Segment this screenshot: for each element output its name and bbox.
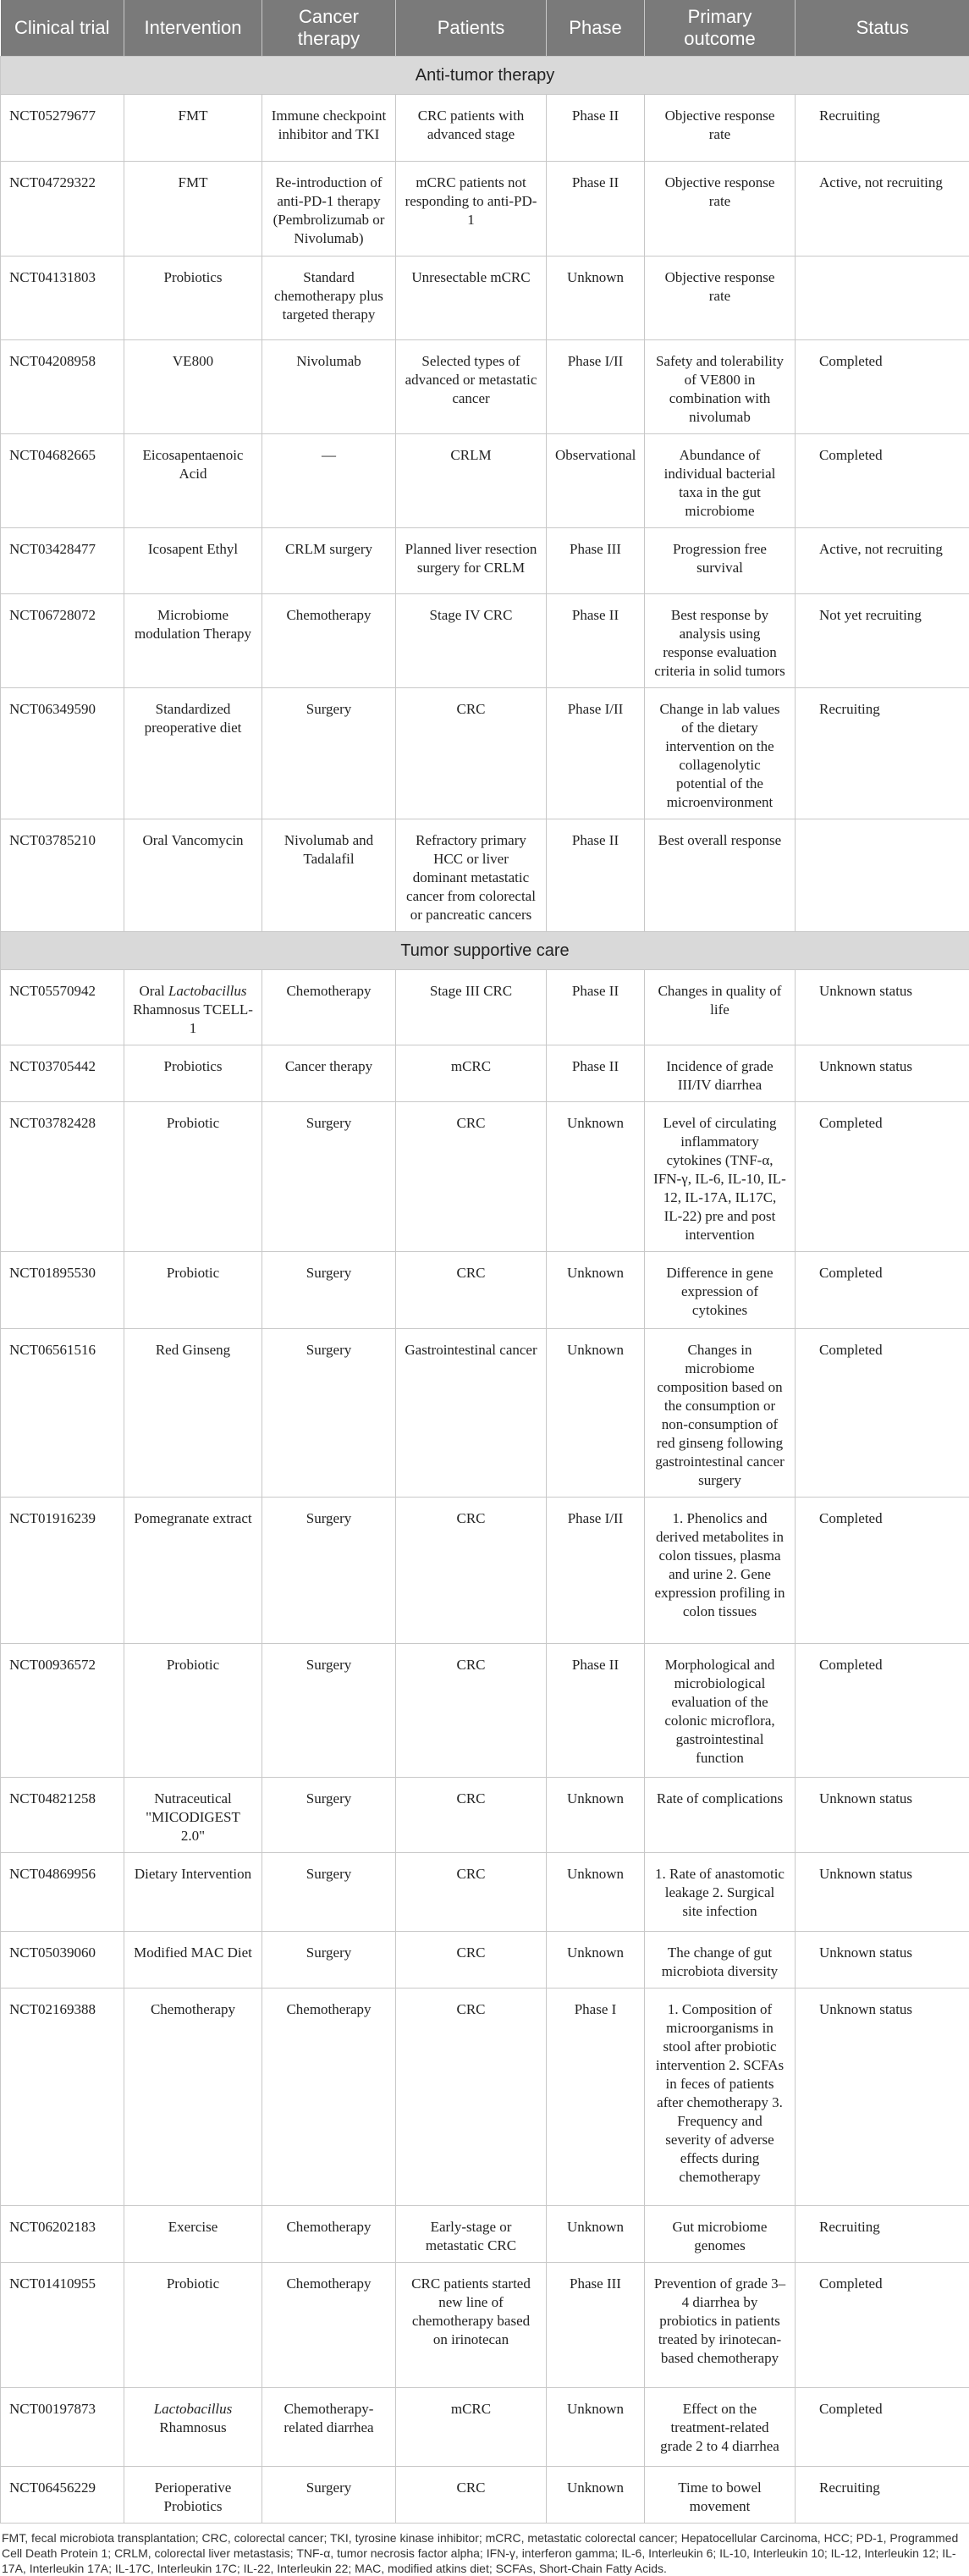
table-cell: CRC [396,1853,547,1932]
header-row [1,0,969,57]
table-cell: NCT05039060 [1,1932,124,1989]
table-cell: Objective response rate [645,95,796,162]
section-header-row [1,57,969,95]
table-cell: Unknown status [796,1778,969,1853]
table-cell: VE800 [124,340,262,434]
table-cell: Active, not recruiting [796,162,969,256]
table-cell: Cancer therapy [262,1045,396,1102]
table-cell: NCT03785210 [1,819,124,932]
table-row [1,1932,969,1989]
table-row [1,528,969,594]
table-row [1,2263,969,2388]
table-cell: CRC [396,1102,547,1252]
table-cell: Chemotherapy [262,1989,396,2206]
table-cell: Re-introduction of anti-PD-1 therapy (Pembrolizumab or Nivolumab) [262,162,396,256]
table-cell: Nivolumab and Tadalafil [262,819,396,932]
table-cell: Completed [796,340,969,434]
table-cell: Phase I/II [547,340,645,434]
table-cell: Nutraceutical "MICODIGEST 2.0" [124,1778,262,1853]
table-cell: Incidence of grade III/IV diarrhea [645,1045,796,1102]
table-cell: Completed [796,1252,969,1329]
column-header: Intervention [124,0,262,57]
table-cell: Active, not recruiting [796,528,969,594]
table-cell: Gastrointestinal cancer [396,1329,547,1498]
table-cell: Icosapent Ethyl [124,528,262,594]
table-cell: Unknown [547,1778,645,1853]
table-row [1,1252,969,1329]
table-cell: Recruiting [796,2206,969,2263]
table-cell: Recruiting [796,2467,969,2524]
table-cell: NCT06202183 [1,2206,124,2263]
table-cell: Unknown status [796,1853,969,1932]
table-cell: Unknown [547,1932,645,1989]
table-cell: Changes in microbiome composition based on the consumption or non-consumption of red ginseng following gastrointestinal cancer surgery [645,1329,796,1498]
table-row [1,1102,969,1252]
table-cell: Surgery [262,1644,396,1778]
table-row [1,162,969,256]
table-cell: CRC [396,688,547,819]
table-cell: NCT04869956 [1,1853,124,1932]
table-cell: Completed [796,1498,969,1644]
table-cell: Surgery [262,688,396,819]
table-cell: CRLM surgery [262,528,396,594]
table-cell: Oral Lactobacillus Rhamnosus TCELL-1 [124,970,262,1045]
table-cell: Unknown status [796,1045,969,1102]
table-cell: mCRC [396,1045,547,1102]
table-cell: Unknown [547,1853,645,1932]
table-row [1,1853,969,1932]
table-cell: Abundance of individual bacterial taxa in the gut microbiome [645,434,796,528]
table-row [1,2206,969,2263]
table-cell: NCT01410955 [1,2263,124,2388]
column-header: Clinical trial [1,0,124,57]
table-cell: NCT06349590 [1,688,124,819]
table-cell: Phase II [547,95,645,162]
column-header: Cancer therapy [262,0,396,57]
table-cell: Unknown [547,2206,645,2263]
table-row [1,2388,969,2467]
table-cell: mCRC [396,2388,547,2467]
table-cell: Immune checkpoint inhibitor and TKI [262,95,396,162]
table-cell: CRC [396,1989,547,2206]
table-cell: — [262,434,396,528]
table-cell: Phase I [547,1989,645,2206]
table-cell: CRC patients started new line of chemotherapy based on irinotecan [396,2263,547,2388]
table-cell: Change in lab values of the dietary intervention on the collagenolytic potential of the microenvironment [645,688,796,819]
table-cell: CRC [396,1778,547,1853]
table-cell: Phase III [547,528,645,594]
table-row [1,1989,969,2206]
table-cell: Microbiome modulation Therapy [124,594,262,688]
table-cell: FMT [124,95,262,162]
table-row [1,1329,969,1498]
table-cell: Time to bowel movement [645,2467,796,2524]
table-cell: NCT00936572 [1,1644,124,1778]
table-cell: Probiotics [124,1045,262,1102]
table-cell: Chemotherapy [124,1989,262,2206]
table-row [1,2467,969,2524]
table-cell: Refractory primary HCC or liver dominant metastatic cancer from colorectal or pancreatic cancers [396,819,547,932]
column-header: Status [796,0,969,57]
table-cell: Unknown status [796,970,969,1045]
table-cell: Phase I/II [547,688,645,819]
table-cell: Safety and tolerability of VE800 in combination with nivolumab [645,340,796,434]
table-cell: Unknown [547,2467,645,2524]
table-row [1,1778,969,1853]
table-row [1,1045,969,1102]
table-cell [796,256,969,340]
table-cell: Surgery [262,1778,396,1853]
table-cell: Objective response rate [645,256,796,340]
table-cell: Effect on the treatment-related grade 2 to 4 diarrhea [645,2388,796,2467]
table-cell: Probiotic [124,2263,262,2388]
table-row [1,256,969,340]
table-cell: NCT04821258 [1,1778,124,1853]
table-cell: Objective response rate [645,162,796,256]
table-cell: Early-stage or metastatic CRC [396,2206,547,2263]
table-cell: Gut microbiome genomes [645,2206,796,2263]
table-cell: NCT03782428 [1,1102,124,1252]
table-cell: CRC [396,1498,547,1644]
table-cell: NCT06561516 [1,1329,124,1498]
table-cell: Surgery [262,2467,396,2524]
table-cell: NCT05570942 [1,970,124,1045]
table-cell: Prevention of grade 3–4 diarrhea by probiotics in patients treated by irinotecan-based chemotherapy [645,2263,796,2388]
table-cell: Completed [796,1644,969,1778]
table-cell: Chemotherapy [262,2263,396,2388]
table-cell: Unknown [547,1102,645,1252]
table-cell: Phase II [547,1644,645,1778]
table-cell: Probiotic [124,1102,262,1252]
column-header: Patients [396,0,547,57]
table-cell: Selected types of advanced or metastatic cancer [396,340,547,434]
table-cell: Phase II [547,162,645,256]
table-cell: Morphological and microbiological evaluation of the colonic microflora, gastrointestinal function [645,1644,796,1778]
table-cell: Chemotherapy [262,970,396,1045]
table-cell: Nivolumab [262,340,396,434]
table-cell: Surgery [262,1329,396,1498]
table-row [1,594,969,688]
table-cell: Completed [796,2263,969,2388]
table-cell: Stage III CRC [396,970,547,1045]
table-cell: Unknown [547,1252,645,1329]
table-cell: Difference in gene expression of cytokines [645,1252,796,1329]
table-cell: Chemotherapy-related diarrhea [262,2388,396,2467]
table-cell: Rate of complications [645,1778,796,1853]
table-cell: NCT06728072 [1,594,124,688]
table-cell: Stage IV CRC [396,594,547,688]
table-cell: Phase II [547,970,645,1045]
table-cell: Probiotic [124,1252,262,1329]
table-cell: NCT04208958 [1,340,124,434]
table-cell: NCT01916239 [1,1498,124,1644]
table-cell: Phase II [547,1045,645,1102]
table-cell: Standard chemotherapy plus targeted therapy [262,256,396,340]
table-cell: Chemotherapy [262,594,396,688]
table-cell: Eicosapentaenoic Acid [124,434,262,528]
table-row [1,95,969,162]
column-header: Primary outcome [645,0,796,57]
table-cell: Not yet recruiting [796,594,969,688]
table-cell: NCT03705442 [1,1045,124,1102]
table-row [1,970,969,1045]
table-cell: Unknown [547,2388,645,2467]
table-cell: Standardized preoperative diet [124,688,262,819]
table-cell: Dietary Intervention [124,1853,262,1932]
table-cell: Best response by analysis using response evaluation criteria in solid tumors [645,594,796,688]
table-cell: Surgery [262,1932,396,1989]
table-cell: NCT01895530 [1,1252,124,1329]
table-cell: CRC [396,1644,547,1778]
table-cell: Oral Vancomycin [124,819,262,932]
table-cell: Unknown status [796,1989,969,2206]
column-header: Phase [547,0,645,57]
table-cell: Level of circulating inflammatory cytokines (TNF-α, IFN-γ, IL-6, IL-10, IL-12, IL-17A, IL17C, IL-22) pre and post intervention [645,1102,796,1252]
table-cell: Completed [796,1329,969,1498]
table-row [1,1644,969,1778]
table-cell: NCT04729322 [1,162,124,256]
table-cell: Unresectable mCRC [396,256,547,340]
table-cell: CRC patients with advanced stage [396,95,547,162]
table-cell: NCT02169388 [1,1989,124,2206]
table-row [1,688,969,819]
table-cell: 1. Rate of anastomotic leakage 2. Surgical site infection [645,1853,796,1932]
table-cell: FMT [124,162,262,256]
table-footnote: FMT, fecal microbiota transplantation; CRC, colorectal cancer; TKI, tyrosine kinase inhibitor; mCRC, metastatic colorectal cancer; Hepatocellular Carcinoma, HCC; PD-1, Programmed Cell Death Protein 1; CRLM, colorectal liver metastasis; TNF-α, tumor necrosis factor alpha; IFN-γ, interferon gamma; IL-6, Interleukin 6; IL-10, Interleukin 10; IL-12, Interleukin 12; IL-17A, Interleukin 17A; IL-17C, Interleukin 17C; IL-22, Interleukin 22; MAC, modified atkins diet; SCFAs, Short-Chain Fatty Acids. [0,2524,969,2576]
table-cell: Unknown [547,256,645,340]
table-cell: Pomegranate extract [124,1498,262,1644]
table-cell: CRC [396,1252,547,1329]
table-cell: Recruiting [796,95,969,162]
section-title: Tumor supportive care [1,932,969,970]
table-cell: Planned liver resection surgery for CRLM [396,528,547,594]
table-cell: Completed [796,2388,969,2467]
table-cell: Probiotics [124,256,262,340]
table-cell: Modified MAC Diet [124,1932,262,1989]
table-cell: NCT03428477 [1,528,124,594]
table-cell: 1. Phenolics and derived metabolites in colon tissues, plasma and urine 2. Gene expression profiling in colon tissues [645,1498,796,1644]
table-cell: 1. Composition of microorganisms in stool after probiotic intervention 2. SCFAs in feces of patients after chemotherapy 3. Frequency and severity of adverse effects during chemotherapy [645,1989,796,2206]
table-cell: Exercise [124,2206,262,2263]
table-cell: Lactobacillus Rhamnosus [124,2388,262,2467]
table-cell: Surgery [262,1252,396,1329]
table-row [1,1498,969,1644]
table-cell: Changes in quality of life [645,970,796,1045]
table-cell: The change of gut microbiota diversity [645,1932,796,1989]
table-cell: NCT06456229 [1,2467,124,2524]
table-cell [796,819,969,932]
table-cell: Red Ginseng [124,1329,262,1498]
table-cell: CRC [396,2467,547,2524]
table-cell: Phase II [547,819,645,932]
table-cell: Surgery [262,1102,396,1252]
table-cell: NCT04682665 [1,434,124,528]
table-cell: Completed [796,434,969,528]
table-cell: Chemotherapy [262,2206,396,2263]
table-cell: Progression free survival [645,528,796,594]
section-header-row [1,932,969,970]
table-row [1,340,969,434]
table-cell: Surgery [262,1498,396,1644]
table-cell: Observational [547,434,645,528]
table-body [1,57,969,2524]
table-cell: CRLM [396,434,547,528]
table-cell: Unknown [547,1329,645,1498]
section-title: Anti-tumor therapy [1,57,969,95]
table-cell: Phase II [547,594,645,688]
table-row [1,434,969,528]
table-cell: Probiotic [124,1644,262,1778]
table-cell: Perioperative Probiotics [124,2467,262,2524]
table-cell: Completed [796,1102,969,1252]
table-cell: Best overall response [645,819,796,932]
table-cell: Unknown status [796,1932,969,1989]
table-cell: Phase III [547,2263,645,2388]
table-cell: NCT00197873 [1,2388,124,2467]
table-cell: Phase I/II [547,1498,645,1644]
table-cell: Surgery [262,1853,396,1932]
table-row [1,819,969,932]
table-cell: CRC [396,1932,547,1989]
table-cell: NCT05279677 [1,95,124,162]
table-cell: Recruiting [796,688,969,819]
table-cell: NCT04131803 [1,256,124,340]
table-cell: mCRC patients not responding to anti-PD-1 [396,162,547,256]
